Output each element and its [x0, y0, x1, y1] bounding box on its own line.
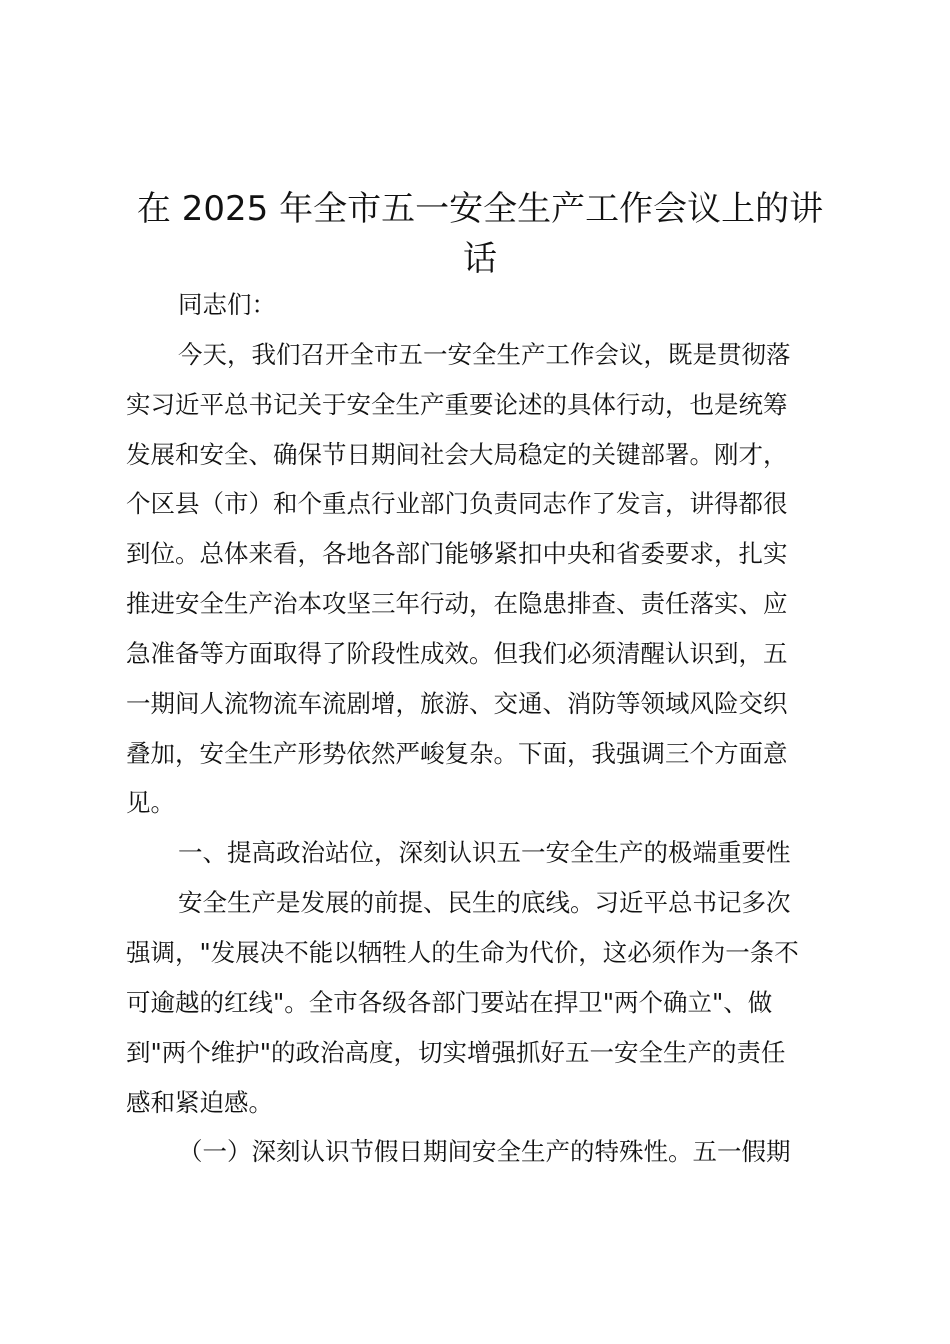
- body-line: 叠加，安全生产形势依然严峻复杂。下面，我强调三个方面意: [126, 738, 788, 768]
- body-line: 急准备等方面取得了阶段性成效。但我们必须清醒认识到，五: [126, 638, 788, 668]
- body-line: 安全生产是发展的前提、民生的底线。习近平总书记多次: [178, 888, 791, 918]
- body-line: 推进安全生产治本攻坚三年行动，在隐患排查、责任落实、应: [126, 589, 788, 619]
- title-line: 话: [463, 239, 497, 279]
- body-line: 到"两个维护"的政治高度，切实增强抓好五一安全生产的责任: [126, 1037, 786, 1067]
- body-line: 强调，"发展决不能以牺牲人的生命为代价，这必须作为一条不: [126, 937, 799, 967]
- subsection-heading: （一）深刻认识节假日期间安全生产的特殊性。五一假期: [178, 1137, 791, 1167]
- body-line: 实习近平总书记关于安全生产重要论述的具体行动，也是统筹: [126, 389, 788, 419]
- salutation: 同志们：: [178, 290, 276, 319]
- section-heading: 一、提高政治站位，深刻认识五一安全生产的极端重要性: [178, 838, 791, 868]
- document-title: [110, 184, 850, 284]
- body-line: 一期间人流物流车流剧增，旅游、交通、消防等领域风险交织: [126, 688, 788, 718]
- body-line: 可逾越的红线"。全市各级各部门要站在捍卫"两个确立"、做: [126, 987, 773, 1017]
- body-line: 发展和安全、确保节日期间社会大局稳定的关键部署。刚才，: [126, 439, 788, 469]
- document-body: [126, 280, 836, 1177]
- body-line: 感和紧迫感。: [126, 1087, 273, 1117]
- body-line: 个区县（市）和个重点行业部门负责同志作了发言，讲得都很: [126, 489, 788, 519]
- body-line: 见。: [126, 788, 175, 818]
- body-line: 到位。总体来看，各地各部门能够紧扣中央和省委要求，扎实: [126, 539, 788, 569]
- title-line: 在 2025 年全市五一安全生产工作会议上的讲: [136, 189, 824, 229]
- body-line: 今天，我们召开全市五一安全生产工作会议，既是贯彻落: [178, 339, 791, 369]
